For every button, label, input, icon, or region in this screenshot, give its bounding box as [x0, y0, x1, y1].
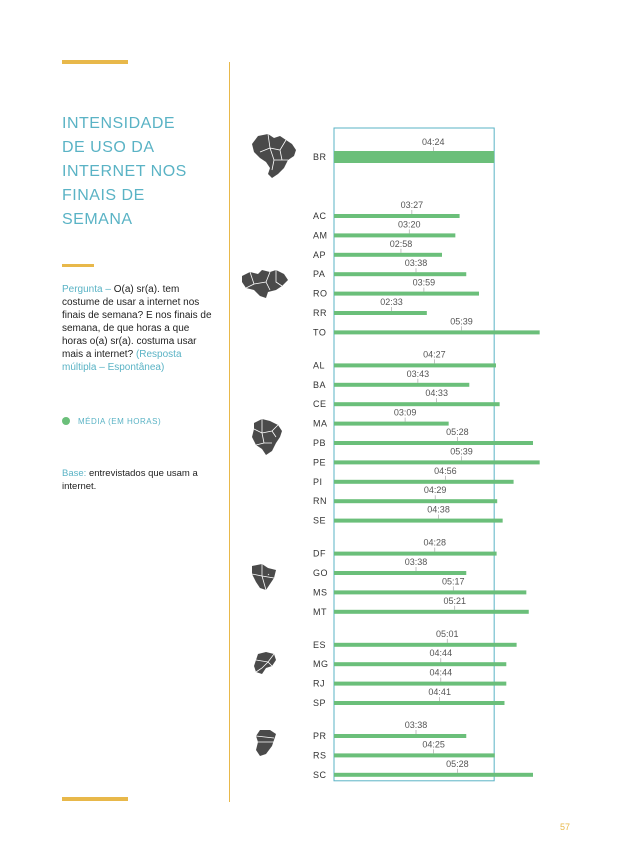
data-label: 04:56 [434, 465, 457, 476]
category-label: AL [313, 360, 326, 371]
question-label: Pergunta – [62, 284, 111, 295]
bar-df [334, 552, 497, 556]
bar-sp [334, 701, 504, 705]
data-label: 03:38 [404, 720, 428, 730]
category-label: GO [313, 568, 329, 578]
data-label: 03:59 [412, 277, 436, 288]
category-label: RR [313, 308, 327, 318]
category-label: SP [313, 698, 327, 708]
bar-pr [334, 734, 466, 738]
data-label: 04:44 [429, 667, 453, 678]
page-number: 57 [560, 822, 571, 832]
question-note: (Resposta múltipla – Espontânea) [62, 349, 182, 373]
data-label: 04:33 [425, 388, 448, 399]
category-label: PR [313, 731, 327, 741]
bar-ro [334, 292, 479, 296]
bar-ap [334, 253, 442, 257]
bar-ac [334, 214, 460, 218]
data-label: 03:38 [404, 258, 428, 269]
category-label: MT [313, 606, 327, 617]
category-label: MG [313, 659, 329, 670]
category-label: RO [313, 288, 328, 299]
data-label: 03:09 [393, 407, 417, 418]
category-label: SE [313, 515, 327, 526]
bar-ce [334, 402, 500, 406]
data-label: 03:38 [404, 557, 428, 567]
bar-am [334, 233, 455, 237]
bar-pi [334, 480, 514, 484]
data-label: 04:25 [422, 739, 445, 750]
category-label: CE [313, 399, 327, 410]
bar-rn [334, 499, 497, 503]
category-label: RJ [313, 678, 325, 689]
category-label: ES [313, 639, 327, 650]
question-body: O(a) sr(a). tem costume de usar a internet nos finais de semana? E nos finais de semana, de que horas a que horas o(a) sr(a). costuma usar mais a internet? [62, 284, 212, 360]
category-label: RN [313, 496, 327, 507]
data-label: 05:39 [450, 316, 473, 327]
data-label: 04:24 [422, 137, 445, 147]
data-label: 04:29 [423, 485, 447, 496]
bar-go [334, 571, 466, 575]
category-label: PE [313, 457, 327, 468]
title-line: DE USO DA [62, 139, 155, 156]
data-label: 05:01 [435, 628, 459, 639]
bar-al [334, 363, 496, 367]
bar-mt [334, 610, 529, 614]
data-label: 02:58 [389, 238, 413, 249]
data-label: 05:21 [443, 595, 467, 606]
base-label: Base: [62, 468, 87, 479]
bar-mg [334, 662, 506, 666]
title-line: INTENSIDADE [62, 115, 176, 132]
bar-pe [334, 460, 540, 464]
title-line: INTERNET NOS [62, 163, 187, 180]
data-label: 05:17 [441, 576, 465, 587]
legend-label: MÉDIA (EM HORAS) [78, 417, 162, 426]
category-label: DF [313, 548, 326, 559]
bar-sc [334, 773, 533, 777]
category-label: AC [313, 211, 327, 221]
category-label: TO [313, 327, 327, 338]
base-text: entrevistados que usam a internet. [62, 468, 198, 492]
category-label: SC [313, 769, 327, 780]
data-label: 03:27 [400, 200, 424, 210]
category-label: PI [313, 476, 323, 487]
category-label: PB [313, 438, 327, 448]
bar-br [334, 151, 494, 163]
data-label: 04:44 [429, 648, 453, 659]
bar-rs [334, 753, 495, 757]
data-label: 04:38 [427, 504, 450, 515]
bar-pb [334, 441, 533, 445]
category-label: AM [313, 230, 328, 241]
data-label: 04:28 [423, 537, 447, 548]
category-label: AP [313, 249, 327, 260]
bar-se [334, 519, 503, 523]
category-label: PA [313, 269, 326, 280]
data-label: 03:20 [397, 219, 421, 230]
data-label: 02:33 [380, 297, 403, 307]
bar-ba [334, 383, 469, 387]
data-label: 05:28 [446, 758, 469, 769]
title-line: SEMANA [62, 211, 133, 228]
category-label: MA [313, 418, 328, 429]
data-label: 03:43 [406, 368, 430, 379]
data-label: 04:27 [423, 349, 446, 360]
bottom-accent-bar [62, 797, 128, 801]
bar-ms [334, 590, 526, 594]
bar-rr [334, 311, 427, 315]
bar-to [334, 330, 540, 334]
data-label: 04:41 [428, 687, 451, 697]
bar-pa [334, 272, 466, 276]
bar-es [334, 643, 517, 647]
bar-ma [334, 422, 449, 426]
category-label: BA [313, 379, 327, 390]
data-label: 05:39 [450, 446, 473, 457]
title-line: FINAIS DE [62, 187, 145, 204]
data-label: 05:28 [446, 427, 469, 437]
category-label: BR [313, 152, 327, 162]
category-label: MS [313, 587, 328, 598]
category-label: RS [313, 750, 327, 761]
bar-rj [334, 682, 506, 686]
